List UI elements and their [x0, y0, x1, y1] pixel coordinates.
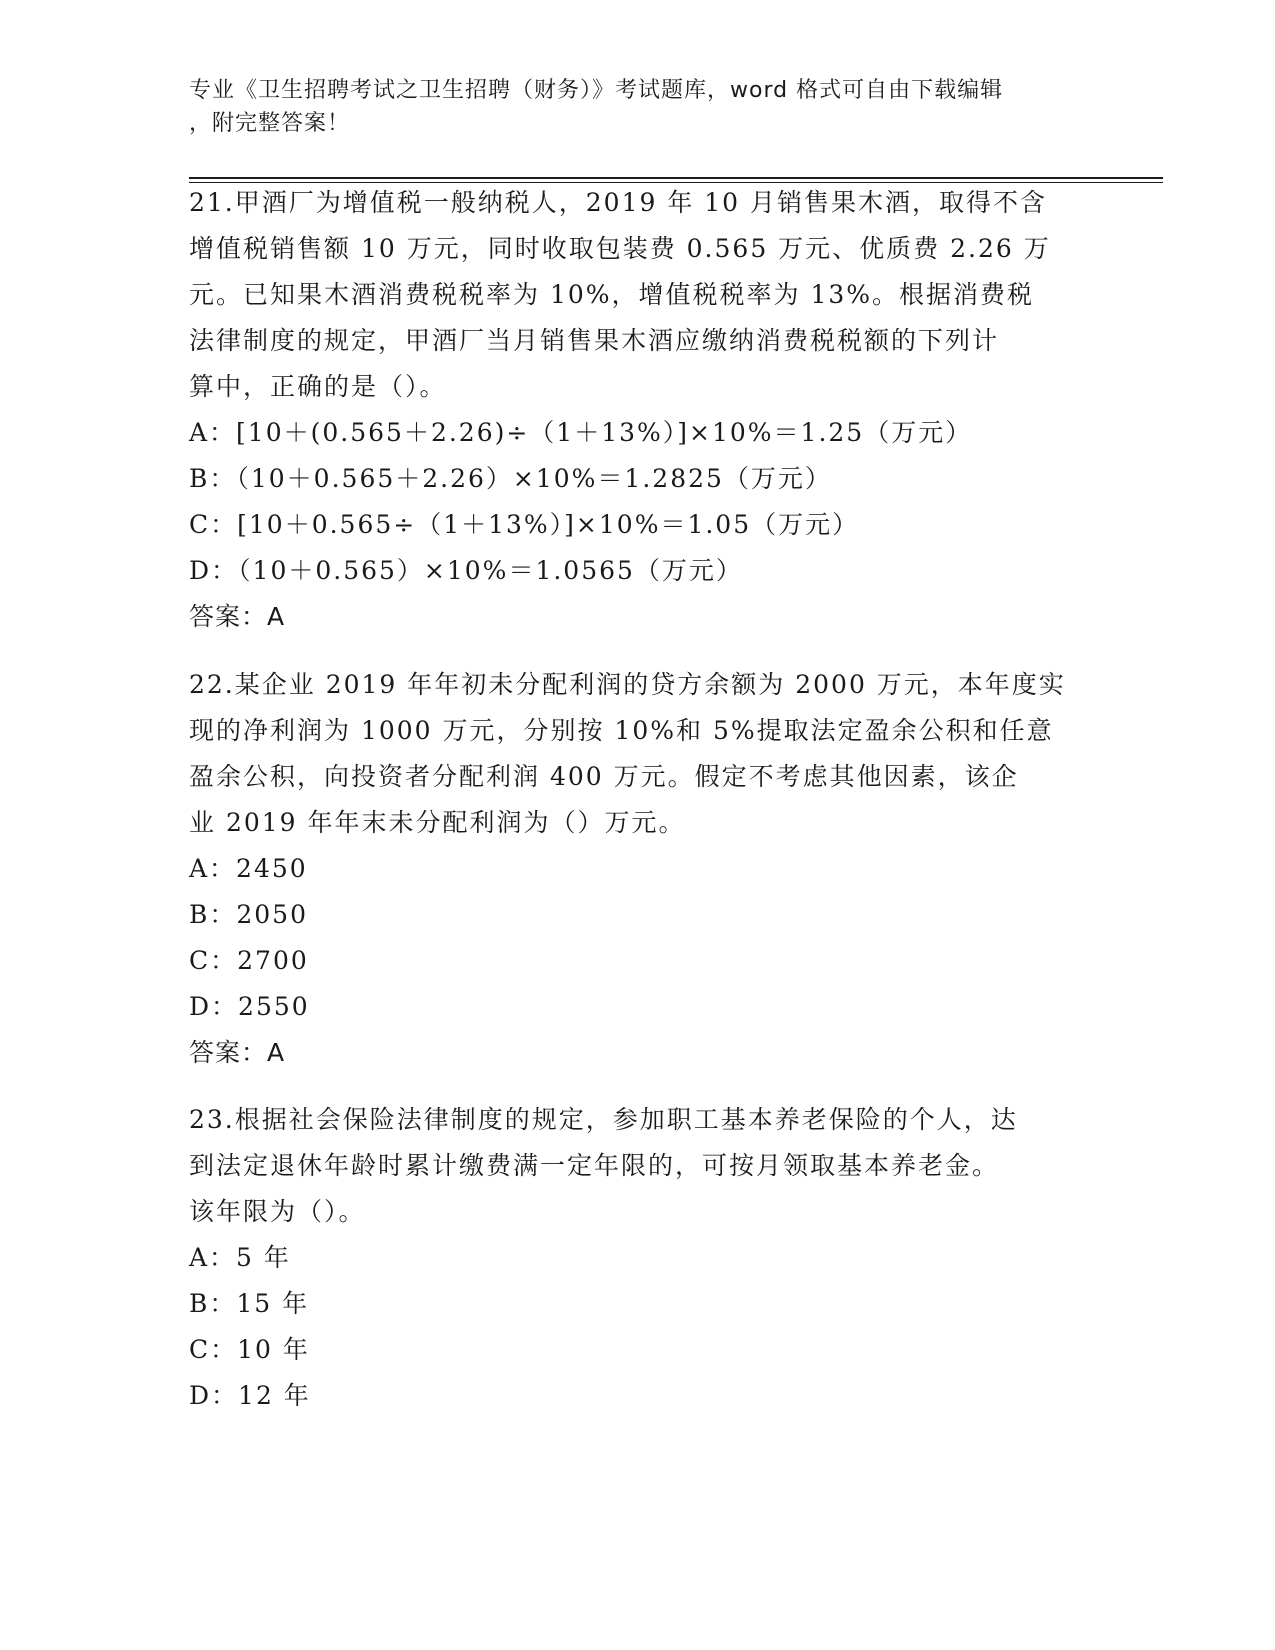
answer-label: 答案：A [189, 1038, 286, 1067]
question-23 [189, 1097, 1079, 1419]
question-stem-line: 23.根据社会保险法律制度的规定，参加职工基本养老保险的个人，达 [189, 1105, 1018, 1134]
option-b: B：2050 [189, 900, 308, 929]
question-stem-line: 元。已知果木酒消费税税率为 10%，增值税税率为 13%。根据消费税 [189, 280, 1035, 309]
header-line-2: ，附完整答案！ [189, 111, 351, 136]
question-22 [189, 662, 1079, 1076]
header-divider-thick [189, 177, 1163, 179]
option-d: D：（10＋0.565）×10%＝1.0565（万元） [189, 556, 743, 585]
option-a: A：2450 [189, 854, 308, 883]
option-a: A：[10＋(0.565＋2.26)÷（1＋13%）]×10%＝1.25（万元） [189, 418, 973, 447]
question-21 [189, 180, 1079, 640]
option-d: D：12 年 [189, 1381, 311, 1410]
option-c: C：2700 [189, 946, 309, 975]
question-stem-line: 现的净利润为 1000 万元，分别按 10%和 5%提取法定盈余公积和任意 [189, 716, 1054, 745]
option-a: A：5 年 [189, 1243, 291, 1272]
question-stem-line: 到法定退休年龄时累计缴费满一定年限的，可按月领取基本养老金。 [189, 1151, 1000, 1180]
question-stem-line: 业 2019 年年末未分配利润为（）万元。 [189, 808, 686, 837]
question-stem-line: 21.甲酒厂为增值税一般纳税人，2019 年 10 月销售果木酒，取得不含 [189, 188, 1048, 217]
header-line-1: 专业《卫生招聘考试之卫生招聘（财务）》考试题库，word 格式可自由下载编辑 [189, 78, 1004, 103]
option-d: D：2550 [189, 992, 310, 1021]
answer-label: 答案：A [189, 602, 286, 631]
question-stem-line: 盈余公积，向投资者分配利润 400 万元。假定不考虑其他因素，该企 [189, 762, 1019, 791]
option-b: B：15 年 [189, 1289, 310, 1318]
option-c: C：[10＋0.565÷（1＋13%）]×10%＝1.05（万元） [189, 510, 860, 539]
option-b: B：（10＋0.565＋2.26）×10%＝1.2825（万元） [189, 464, 832, 493]
document-header [189, 74, 1069, 140]
question-stem-line: 算中，正确的是（）。 [189, 372, 447, 401]
option-c: C：10 年 [189, 1335, 310, 1364]
question-stem-line: 该年限为（）。 [189, 1197, 366, 1226]
question-stem-line: 法律制度的规定，甲酒厂当月销售果木酒应缴纳消费税税额的下列计 [189, 326, 1000, 355]
question-stem-line: 增值税销售额 10 万元，同时收取包装费 0.565 万元、优质费 2.26 万 [189, 234, 1051, 263]
question-stem-line: 22.某企业 2019 年年初未分配利润的贷方余额为 2000 万元，本年度实 [189, 670, 1066, 699]
